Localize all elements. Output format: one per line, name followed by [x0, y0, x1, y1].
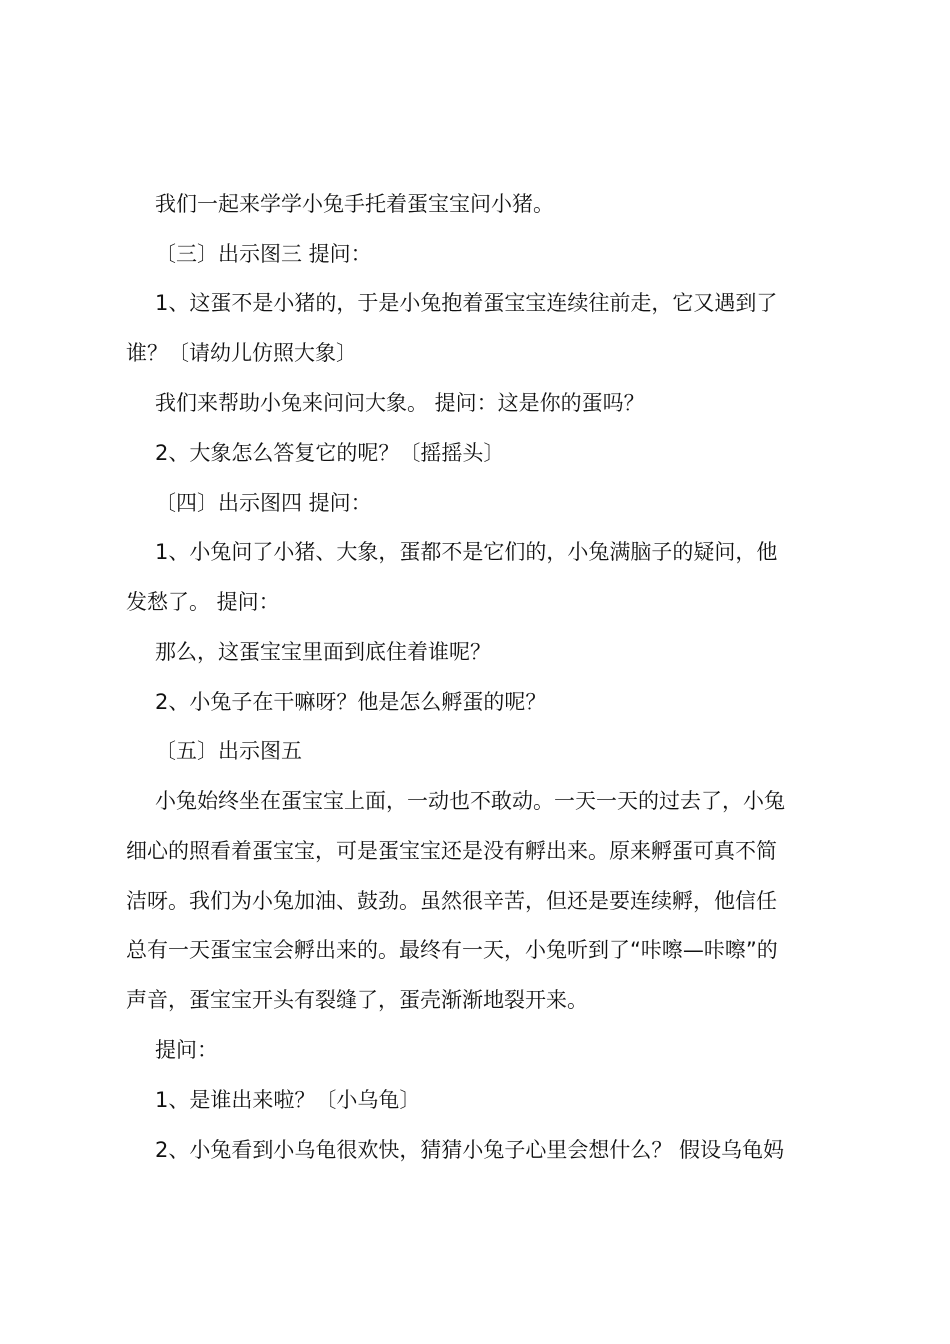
section-heading: 〔三〕出示图三 提问： [155, 242, 372, 266]
text-line: 1、是谁出来啦？〔小乌龟〕 [155, 1088, 421, 1112]
text-line: 2、小兔看到小乌龟很欢快，猜猜小兔子心里会想什么？ 假设乌龟妈 [155, 1138, 785, 1162]
text-line: 细心的照看着蛋宝宝，可是蛋宝宝还是没有孵出来。原来孵蛋可真不简 [126, 839, 777, 863]
text-line: 总有一天蛋宝宝会孵出来的。最终有一天，小兔听到了“咔嚓—咔嚓”的 [126, 938, 778, 962]
text-line: 1、这蛋不是小猪的，于是小兔抱着蛋宝宝连续往前走，它又遇到了 [155, 291, 778, 315]
text-line: 我们一起来学学小兔手托着蛋宝宝问小猪。 [155, 192, 554, 216]
text-line: 洁呀。我们为小兔加油、鼓劲。虽然很辛苦，但还是要连续孵，他信任 [126, 889, 777, 913]
text-line: 2、小兔子在干嘛呀？他是怎么孵蛋的呢？ [155, 690, 547, 714]
text-line: 小兔始终坐在蛋宝宝上面，一动也不敢动。一天一天的过去了，小兔 [155, 789, 785, 813]
text-line: 2、大象怎么答复它的呢？〔摇摇头〕 [155, 441, 505, 465]
text-line: 发愁了。 提问： [126, 590, 280, 614]
text-line: 谁？〔请幼儿仿照大象〕 [126, 341, 357, 365]
text-line: 声音，蛋宝宝开头有裂缝了，蛋壳渐渐地裂开来。 [126, 988, 588, 1012]
text-line: 1、小兔问了小猪、大象，蛋都不是它们的，小兔满脑子的疑问，他 [155, 540, 778, 564]
section-heading: 〔五〕出示图五 [155, 739, 302, 763]
section-heading: 〔四〕出示图四 提问： [155, 491, 372, 515]
text-line: 提问： [155, 1038, 218, 1062]
text-line: 我们来帮助小兔来问问大象。 提问：这是你的蛋吗？ [155, 391, 645, 415]
text-line: 那么，这蛋宝宝里面到底住着谁呢？ [155, 640, 491, 664]
